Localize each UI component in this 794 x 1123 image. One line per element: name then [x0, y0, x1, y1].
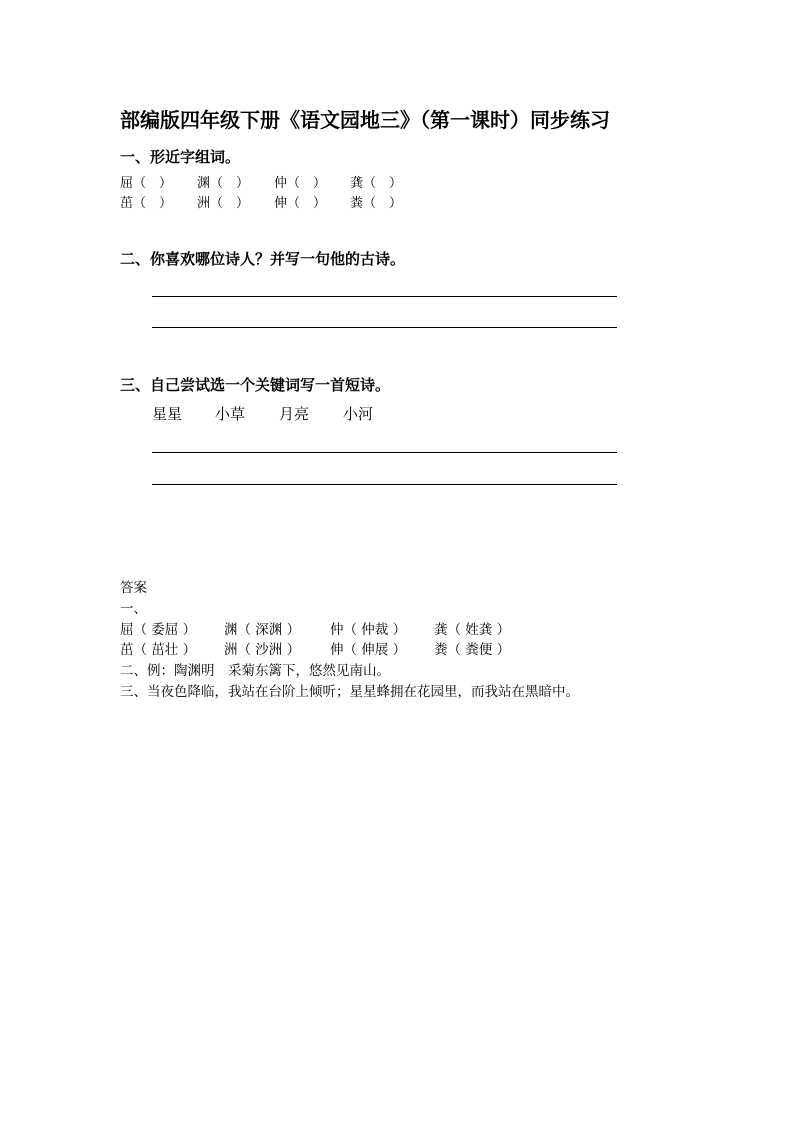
answer-line: [152, 484, 617, 485]
answer-part-1: 一、: [120, 601, 147, 617]
q1-cell: 渊（ ）: [197, 176, 250, 191]
answer-cell: 屈（ 委屈 ）: [120, 622, 197, 638]
question-3-heading: 三、自己尝试选一个关键词写一首短诗。: [120, 376, 391, 394]
keyword: 小河: [343, 405, 374, 423]
q1-cell: 屈（ ）: [120, 176, 173, 191]
question-1-heading: 一、形近字组词。: [120, 148, 241, 166]
answer-cell: 渊（ 深渊 ）: [224, 622, 301, 638]
answer-cell: 洲（ 沙洲 ）: [224, 642, 301, 658]
q1-cell: 粪（ ）: [350, 196, 403, 211]
answer-cell: 伸（ 伸展 ）: [330, 642, 407, 658]
answer-cell: 龚（ 姓龚 ）: [434, 622, 511, 638]
q1-cell: 伸（ ）: [274, 196, 327, 211]
answer-cell: 茁（ 茁壮 ）: [120, 642, 197, 658]
answer-line: [152, 296, 617, 297]
answer-cell: 仲（ 仲裁 ）: [330, 622, 407, 638]
question-2-heading: 二、你喜欢哪位诗人？并写一句他的古诗。: [120, 250, 406, 268]
q1-cell: 茁（ ）: [120, 196, 173, 211]
keyword: 星星: [152, 405, 183, 423]
q1-cell: 龚（ ）: [350, 176, 403, 191]
answer-line: [152, 452, 617, 453]
keyword: 小草: [215, 405, 246, 423]
answer-line: [152, 327, 617, 328]
q1-cell: 洲（ ）: [197, 196, 250, 211]
answer-cell: 粪（ 粪便 ）: [434, 642, 511, 658]
keyword: 月亮: [279, 405, 310, 423]
answer-label: 答案: [120, 580, 147, 596]
q1-cell: 仲（ ）: [274, 176, 327, 191]
answer-part-3: 三、当夜色降临，我站在台阶上倾听；星星蜂拥在花园里，而我站在黑暗中。: [120, 684, 579, 700]
answer-part-2: 二、例：陶渊明 采菊东篱下，悠然见南山。: [120, 663, 390, 679]
page-title: 部编版四年级下册《语文园地三》（第一课时）同步练习: [120, 108, 610, 132]
